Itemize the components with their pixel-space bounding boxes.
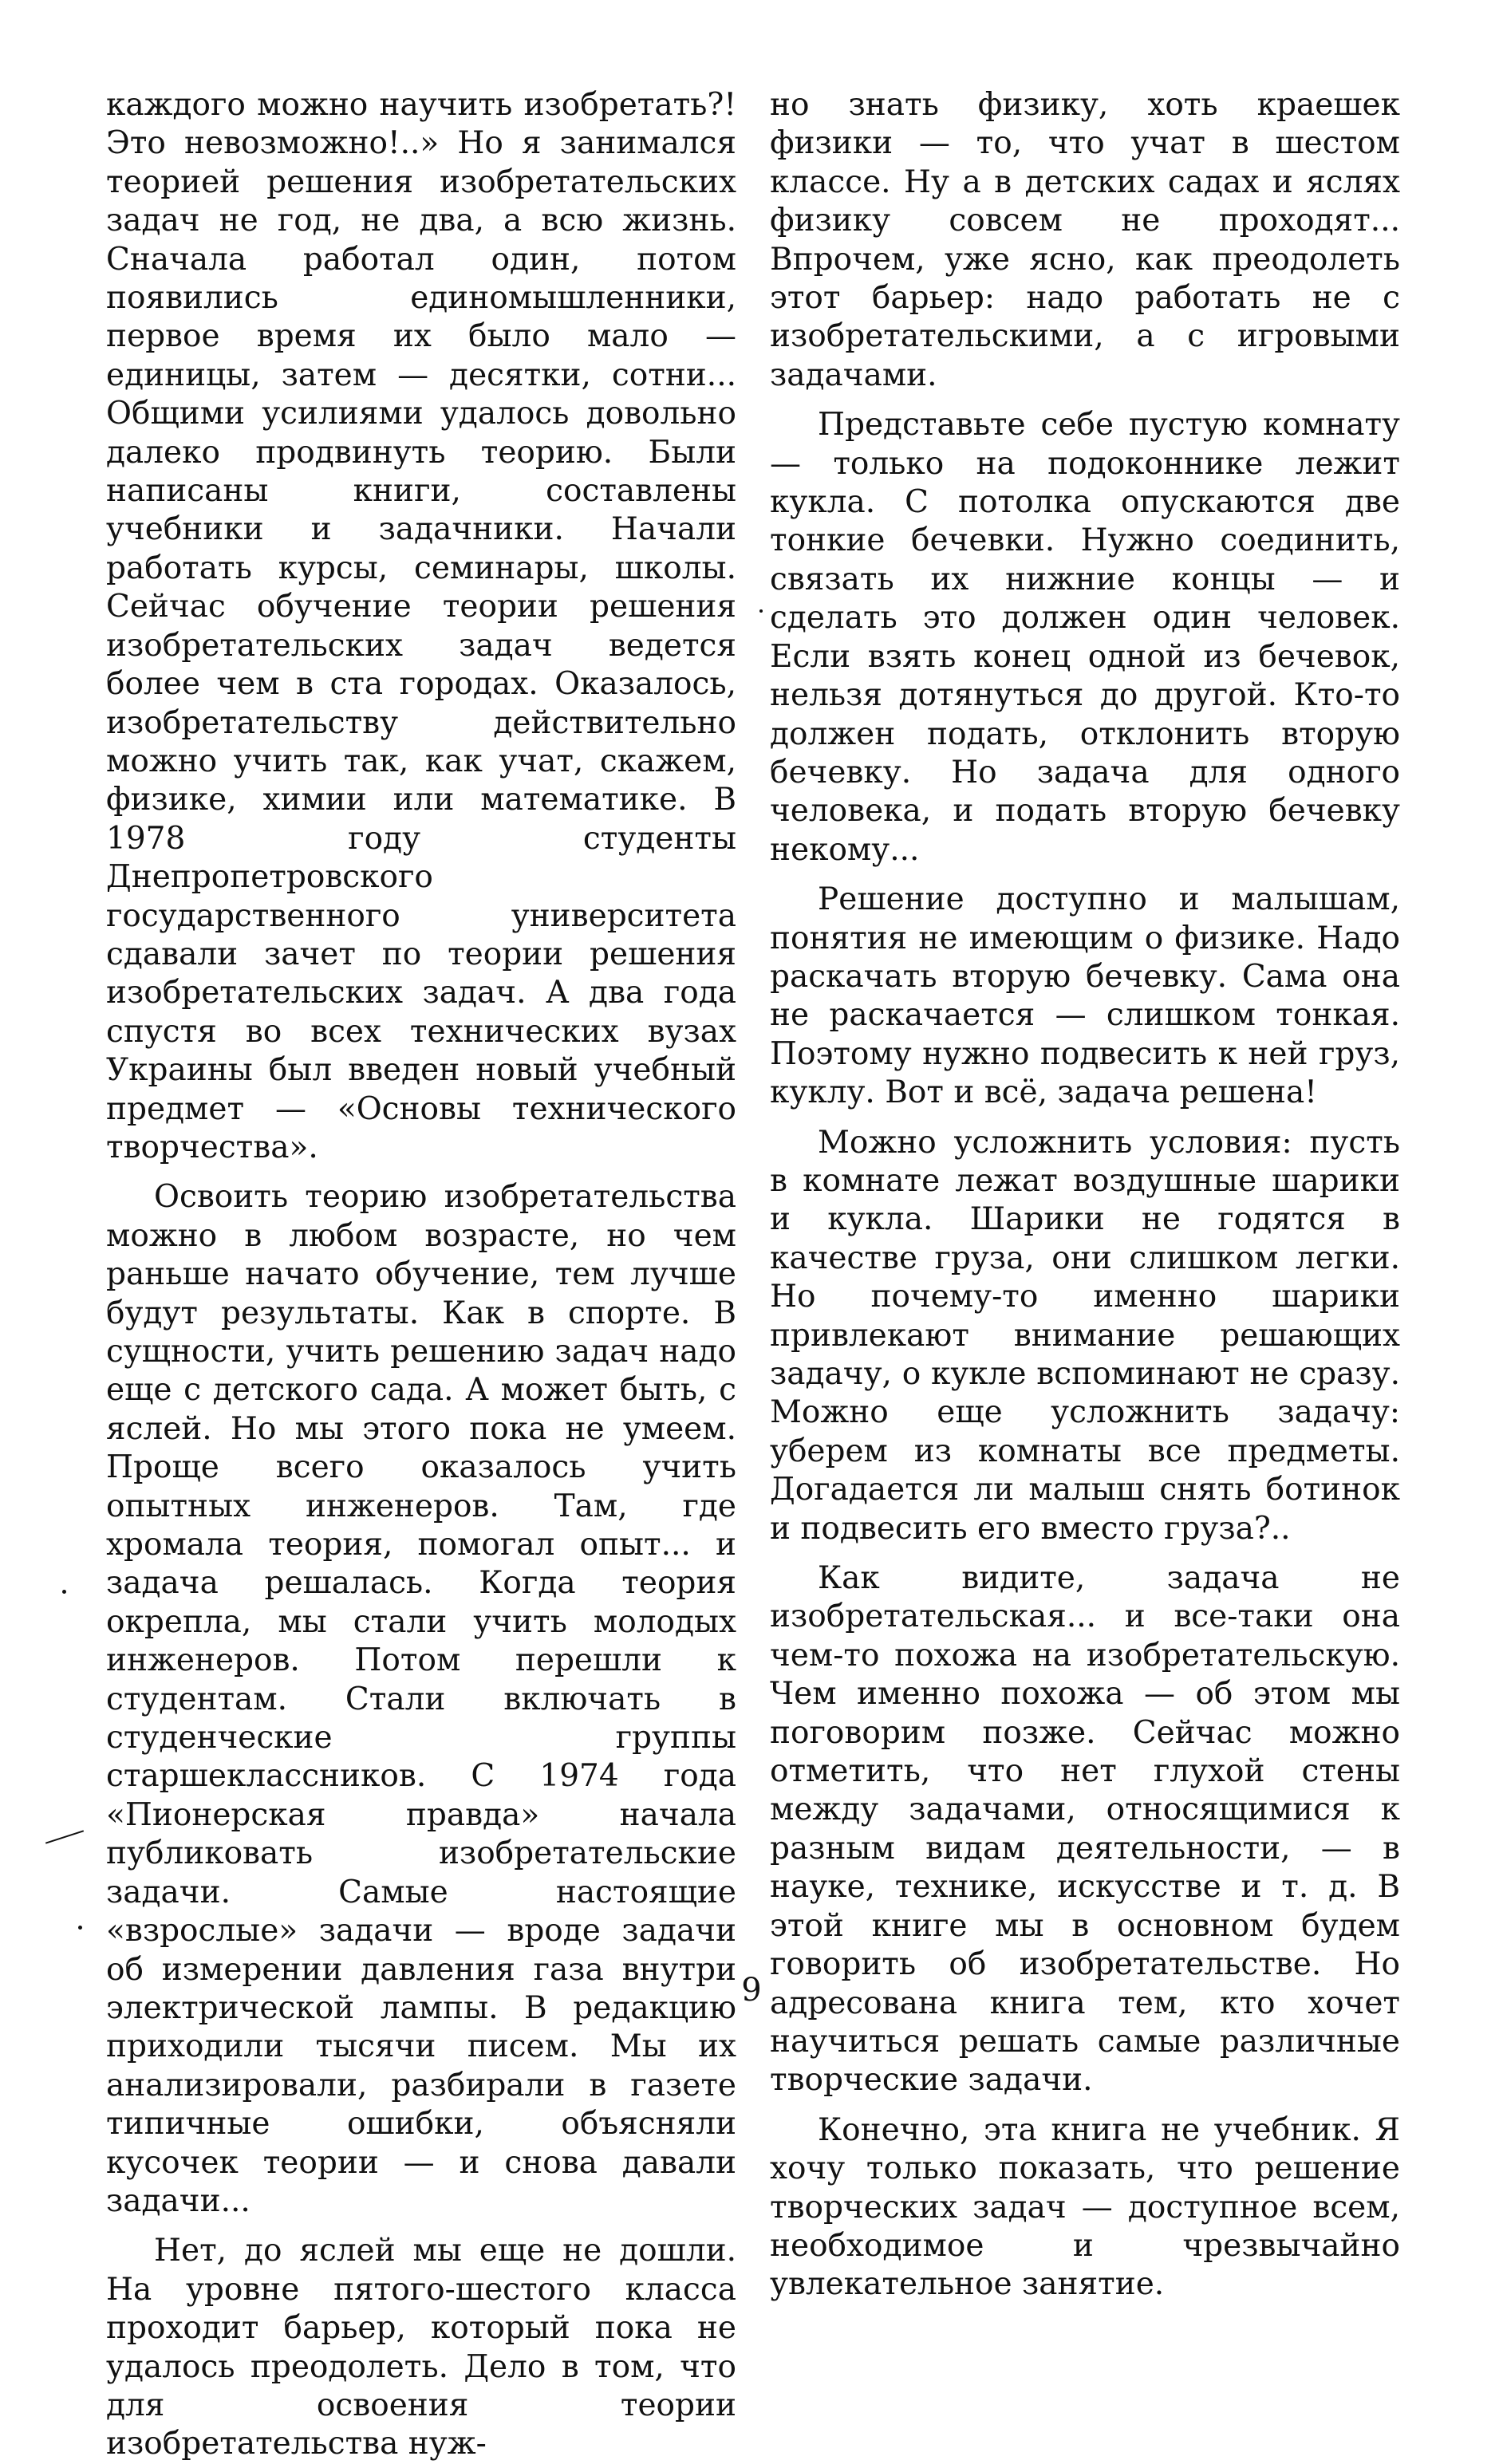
paragraph: Как видите, задача не изобретательская... и все-таки она чем-то похожа на изобретательскую. Чем именно похожа — об этом мы поговорим позже. Сейчас можно отметить, что нет глухой стены между задачами, относящимися к разным видам деятельности, — в науке, технике, искусстве и т. д. В этой книге мы в основном будем говорить об изобретательстве. Но адресована книга тем, кто хочет научиться решать самые различные творческие задачи. xyxy=(770,1560,1400,2099)
paragraph: но знать физику, хоть краешек физики — то, что учат в шестом классе. Ну а в детских садах и яслях физику совсем не проходят... Впрочем, уже ясно, как преодолеть этот барьер: надо работать не с изобретательскими, а с игровыми задачами. xyxy=(770,87,1400,393)
paragraph: Конечно, эта книга не учебник. Я хочу только показать, что решение творческих задач — доступное всем, необходимое и чрезвычайно увлекательное занятие. xyxy=(770,2111,1400,2303)
left-column xyxy=(106,86,736,2464)
margin-mark xyxy=(78,1926,82,1930)
paragraph: Нет, до яслей мы еще не дошли. На уровне пятого-шестого класса проходит барьер, который пока не удалось преодолеть. Дело в том, что для освоения теории изобретательства нуж- xyxy=(106,2233,736,2462)
margin-mark xyxy=(759,609,763,613)
margin-mark xyxy=(45,1830,84,1843)
paragraph: Решение доступно и малышам, понятия не имеющим о физике. Надо раскачать вторую бечевку. Сама она не раскачается — слишком тонкая. Поэтому нужно подвесить к ней груз, куклу. Вот и всё, задача решена! xyxy=(770,881,1400,1111)
margin-mark xyxy=(62,1590,66,1594)
paragraph: Представьте себе пустую комнату — только на подоконнике лежит кукла. С потолка опускаются две тонкие бечевки. Нужно соединить, связать их нижние концы — и сделать это должен один человек. Если взять конец одной из бечевок, нельзя дотянуться до другой. Кто-то должен подать, отклонить вторую бечевку. Но задача для одного человека, и подать вторую бечевку некому... xyxy=(770,407,1400,868)
paragraph: Можно усложнить условия: пусть в комнате лежат воздушные шарики и кукла. Шарики не годятся в качестве груза, они слишком легки. Но почему-то именно шарики привлекают внимание решающих задачу, о кукле вспоминают не сразу. Можно еще усложнить задачу: уберем из комнаты все предметы. Догадается ли малыш снять ботинок и подвесить его вместо груза?.. xyxy=(770,1124,1400,1547)
paragraph: Освоить теорию изобретательства можно в любом возрасте, но чем раньше начато обучение, тем лучше будут результаты. Как в спорте. В сущности, учить решению задач надо еще с детского сада. А может быть, с яслей. Но мы этого пока не умеем. Проще всего оказалось учить опытных инженеров. Там, где хромала теория, помогал опыт... и задача решалась. Когда теория окрепла, мы стали учить молодых инженеров. Потом перешли к студентам. Стали включать в студенческие группы старшеклассников. С 1974 года «Пионерская правда» начала публиковать изобретательские задачи. Самые настоящие «взрослые» задачи — вроде задачи об измерении давления газа внутри электрической лампы. В редакцию приходили тысячи писем. Мы их анализировали, разбирали в газете типичные ошибки, объясняли кусочек теории — и снова давали задачи... xyxy=(106,1179,736,2219)
page-number: 9 xyxy=(741,1972,762,2009)
paragraph: каждого можно научить изобретать?! Это невозможно!..» Но я занимался теорией решения изобретательских задач не год, не два, а всю жизнь. Сначала работал один, потом появились единомышленники, первое время их было мало — единицы, затем — десятки, сотни... Общими усилиями удалось довольно далеко продвинуть теорию. Были написаны книги, составлены учебники и задачники. Начали работать курсы, семинары, школы. Сейчас обучение теории решения изобретательских задач ведется более чем в ста городах. Оказалось, изобретательству действительно можно учить так, как учат, скажем, физике, химии или математике. В 1978 году студенты Днепропетровского государственного университета сдавали зачет по теории решения изобретательских задач. А два года спустя во всех технических вузах Украины был введен новый учебный предмет — «Основы технического творчества». xyxy=(106,87,736,1165)
